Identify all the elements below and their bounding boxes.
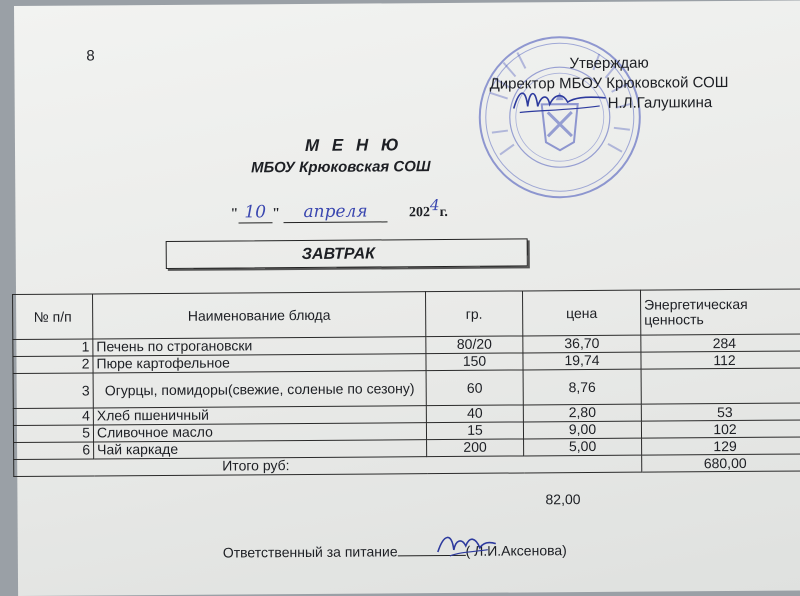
menu-document <box>14 0 800 596</box>
table-header-row <box>13 289 800 340</box>
row-gr: 15 <box>426 422 523 440</box>
header-name: Наименование блюда <box>93 292 426 339</box>
date-year-suffix: 4 <box>429 196 440 215</box>
row-name: Пюре картофельное <box>93 354 426 373</box>
header-energy: Энергетическая ценность <box>640 289 800 335</box>
director-signature-icon <box>510 80 610 121</box>
row-price: 5,00 <box>524 438 642 456</box>
row-energy: 112 <box>641 351 800 369</box>
row-num: 5 <box>13 425 93 443</box>
row-energy: 53 <box>641 403 800 421</box>
page-number: 8 <box>86 47 95 65</box>
row-num: 2 <box>13 356 93 374</box>
approval-line-3: Н.Л.Галушкина <box>607 94 713 112</box>
row-gr: 200 <box>427 439 524 457</box>
total-price: 82,00 <box>545 491 581 508</box>
responsible-name: ( Л.И.Аксенова) <box>465 542 567 559</box>
responsible-label: Ответственный за питание <box>222 543 398 561</box>
total-label-text: Итого руб: <box>222 457 290 474</box>
header-price: цена <box>523 290 641 336</box>
meal-title: ЗАВТРАК <box>301 245 376 263</box>
menu-date <box>230 196 448 224</box>
date-quote-open: " <box>230 206 239 222</box>
total-label <box>14 455 642 476</box>
row-price: 8,76 <box>523 369 641 405</box>
row-energy: 284 <box>641 334 800 352</box>
table-row <box>13 368 800 409</box>
row-energy: 129 <box>642 437 800 455</box>
menu-table <box>12 288 800 477</box>
header-gr: гр. <box>426 291 523 337</box>
row-energy: 102 <box>641 420 800 438</box>
row-num: 1 <box>13 339 93 357</box>
row-num: 6 <box>14 442 94 460</box>
row-gr: 150 <box>426 353 523 371</box>
row-price: 36,70 <box>523 335 641 353</box>
row-name: Хлеб пшеничный <box>93 406 426 425</box>
date-year-prefix: 202 <box>408 205 431 221</box>
approval-line-1: Утверждаю <box>569 54 649 73</box>
row-name: Огурцы, помидоры(свежие, соленые по сезону) <box>93 371 426 408</box>
row-name: Сливочное масло <box>93 423 426 442</box>
header-num: № п/п <box>13 294 93 340</box>
row-gr: 40 <box>426 405 523 423</box>
document-title: М Е Н Ю <box>304 135 403 155</box>
date-suffix: г. <box>439 204 448 221</box>
total-energy: 680,00 <box>642 454 800 472</box>
row-price: 19,74 <box>523 352 641 370</box>
row-gr: 60 <box>426 370 523 406</box>
row-gr: 80/20 <box>426 336 523 354</box>
responsible-line <box>223 542 567 560</box>
row-num: 4 <box>13 408 93 426</box>
responsible-signature-icon <box>430 528 500 562</box>
row-price: 2,80 <box>523 404 641 422</box>
school-name: МБОУ Крюковская СОШ <box>251 158 431 177</box>
date-day: 10 <box>238 202 272 223</box>
date-month: апреля <box>283 201 387 223</box>
row-name: Печень по строгановски <box>93 337 426 356</box>
row-price: 9,00 <box>523 421 641 439</box>
row-name: Чай каркаде <box>94 440 427 459</box>
row-energy <box>641 368 800 404</box>
row-num: 3 <box>13 373 93 409</box>
date-quote-close: " <box>272 206 281 222</box>
approval-line-2: Директор МБОУ Крюковской СОШ <box>489 74 729 93</box>
